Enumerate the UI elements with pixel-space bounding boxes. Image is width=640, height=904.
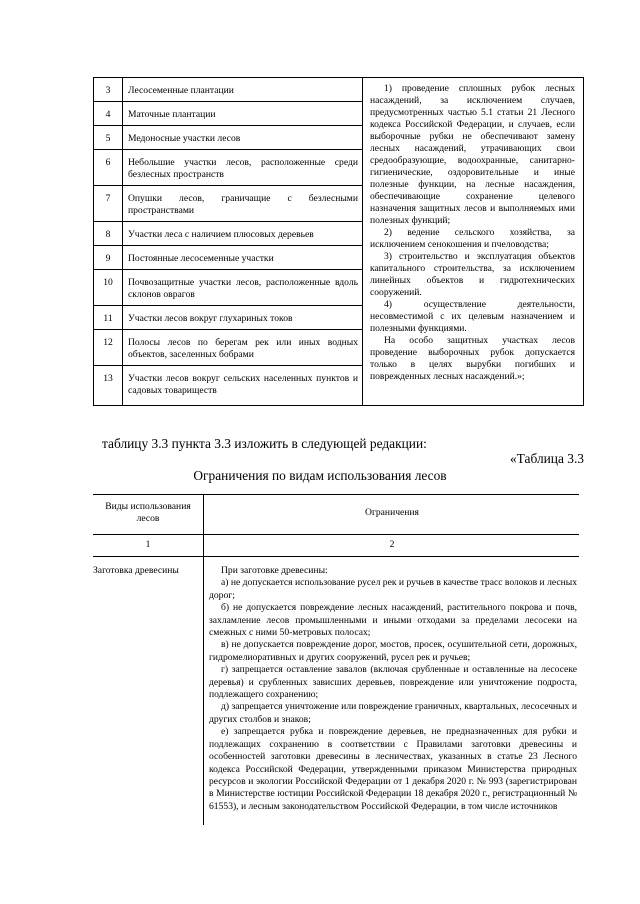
- restriction-paragraph: г) запрещается оставление завалов (включая срубленные и оставленные на лесосеке деревья) и срубленных зависших деревьев, повреждение или уничтожение подроста, подлежащего сохранению;: [209, 664, 577, 701]
- restriction-paragraph: е) запрещается рубка и повреждение деревьев, не предназначенных для рубки и подлежащих сохранению в соответствии с Правилами заготовки древесины и особенностей заготовки древесины в лесничествах, указанных в статье 23 Лесного кодекса Российской Федерации, утвержденными приказом Министерства природных ресурсов и экологии Российской Федерации от 1 декабря 2020 г. № 993 (зарегистрирован в Министерстве юстиции Российской Федерации 18 декабря 2020 г., регистрационный № 61553), и лесным законодательством Российской Федерации, в том числе источников: [209, 726, 577, 812]
- protected-area-name-text: Участки лесов вокруг сельских населенных пунктов и садовых товариществ: [128, 373, 358, 396]
- row-number: [94, 222, 123, 246]
- row-number-text: 11: [103, 313, 113, 324]
- protected-area-name: [123, 102, 363, 126]
- row-number-text: 12: [103, 337, 113, 348]
- restriction-paragraph: При заготовке древесины:: [221, 565, 328, 576]
- protected-area-name: [123, 330, 363, 366]
- restriction-paragraph: б) не допускается повреждение лесных насаждений, растительного покрова и почв, захламление лесов промышленными и иными отходами за пределами лесосеки на смежных с ними 50-метровых полосах;: [209, 602, 577, 639]
- row-number: [94, 366, 123, 406]
- table-header-row: [93, 495, 579, 535]
- protected-area-name-text: Полосы лесов по берегам рек или иных водных объектов, заселенных бобрами: [128, 337, 358, 360]
- protected-area-name: [123, 222, 363, 246]
- protected-area-name-text: Небольшие участки лесов, расположенные среди безлесных пространств: [128, 157, 358, 180]
- row-number-text: 9: [105, 253, 111, 264]
- row-number: [94, 126, 123, 150]
- row-number: [94, 270, 123, 306]
- protected-area-name: [123, 270, 363, 306]
- prohibition-paragraph: 3) строительство и эксплуатация объектов капитального строительства, за исключением линейных объектов и гидротехнических сооружений.: [370, 251, 575, 298]
- header-restrictions: Ограничения: [365, 507, 419, 518]
- protected-area-name: [123, 78, 363, 102]
- row-number-text: 10: [103, 277, 113, 288]
- row-number: [94, 306, 123, 330]
- protected-area-name: [123, 186, 363, 222]
- restriction-paragraph: д) запрещается уничтожение или повреждение граничных, квартальных, лесосечных и других столбов и знаков;: [209, 701, 577, 725]
- use-type-cell: Заготовка древесины: [93, 565, 179, 576]
- protected-area-name-text: Почвозащитные участки лесов, расположенные вдоль склонов оврагов: [128, 277, 358, 300]
- restriction-paragraph: а) не допускается использование русел рек и ручьев в качестве трасс волоков и лесных дорог;: [209, 577, 577, 601]
- prohibition-paragraph: На особо защитных участках лесов проведение выборочных рубок допускается только в целях вырубки погибших и поврежденных лесных насаждений.»;: [370, 335, 575, 382]
- protected-area-name: [123, 366, 363, 406]
- prohibition-paragraph: 4) осуществление деятельности, несовместимой с их целевым назначением и полезными функциями.: [370, 299, 575, 334]
- column-number-row: [93, 535, 579, 557]
- row-number: [94, 246, 123, 270]
- row-number-text: 4: [105, 109, 111, 120]
- row-number-text: 6: [105, 157, 111, 168]
- protected-area-name-text: Участки леса с наличием плюсовых деревьев: [128, 229, 314, 240]
- row-number: [94, 186, 123, 222]
- table-title: Ограничения по видам использования лесов: [193, 468, 447, 483]
- prohibition-paragraph: 2) ведение сельского хозяйства, за исключением сенокошения и пчеловодства;: [370, 227, 575, 250]
- protected-area-name: [123, 150, 363, 186]
- header-use-types: Виды использования лесов: [105, 501, 191, 525]
- column-number-2: 2: [389, 539, 395, 550]
- table-row: [94, 78, 584, 102]
- row-number-text: 3: [105, 85, 111, 96]
- forest-use-restrictions-table: [93, 494, 579, 825]
- protected-area-name-text: Постоянные лесосеменные участки: [128, 253, 274, 264]
- restrictions-table-continued: [93, 77, 584, 406]
- row-number: [94, 330, 123, 366]
- protected-area-name-text: Опушки лесов, граничащие с безлесными пространствами: [128, 193, 358, 216]
- protected-area-name: [123, 246, 363, 270]
- row-number-text: 5: [105, 133, 111, 144]
- column-number-1: 1: [145, 539, 151, 550]
- row-number: [94, 150, 123, 186]
- column-divider: [203, 495, 204, 825]
- protected-area-name: [123, 306, 363, 330]
- prohibited-activities-cell: [363, 78, 584, 406]
- protected-area-name-text: Маточные плантации: [128, 109, 216, 120]
- row-number-text: 13: [103, 373, 113, 384]
- restrictions-cell: [209, 565, 577, 813]
- protected-area-name-text: Участки лесов вокруг глухариных токов: [128, 313, 293, 324]
- table-label: «Таблица 3.3: [509, 451, 584, 466]
- protected-area-name-text: Лесосеменные плантации: [128, 85, 234, 96]
- amendment-instruction: таблицу 3.3 пункта 3.3 изложить в следующей редакции:: [102, 436, 427, 451]
- row-number-text: 8: [105, 229, 111, 240]
- protected-area-name-text: Медоносные участки лесов: [128, 133, 241, 144]
- prohibition-paragraph: 1) проведение сплошных рубок лесных насаждений, за исключением случаев, предусмотренных частью 5.1 статьи 21 Лесного кодекса Российской Федерации, и случаев, если выборочные рубки не обеспечивают замену лесных насаждений, утрачивающих свои средообразующие, водоохранные, санитарно-гигиенические, оздоровительные и иные полезные функции, на лесные насаждения, обеспечивающие сохранение целевого назначения защитных лесов и выполняемых ими полезных функций;: [370, 83, 575, 226]
- row-number: [94, 102, 123, 126]
- protected-area-name: [123, 126, 363, 150]
- row-number-text: 7: [105, 193, 111, 204]
- row-number: [94, 78, 123, 102]
- restriction-paragraph: в) не допускается повреждение дорог, мостов, просек, осушительной сети, дорожных, гидромелиоративных и других сооружений, русел рек и ручьев;: [209, 639, 577, 663]
